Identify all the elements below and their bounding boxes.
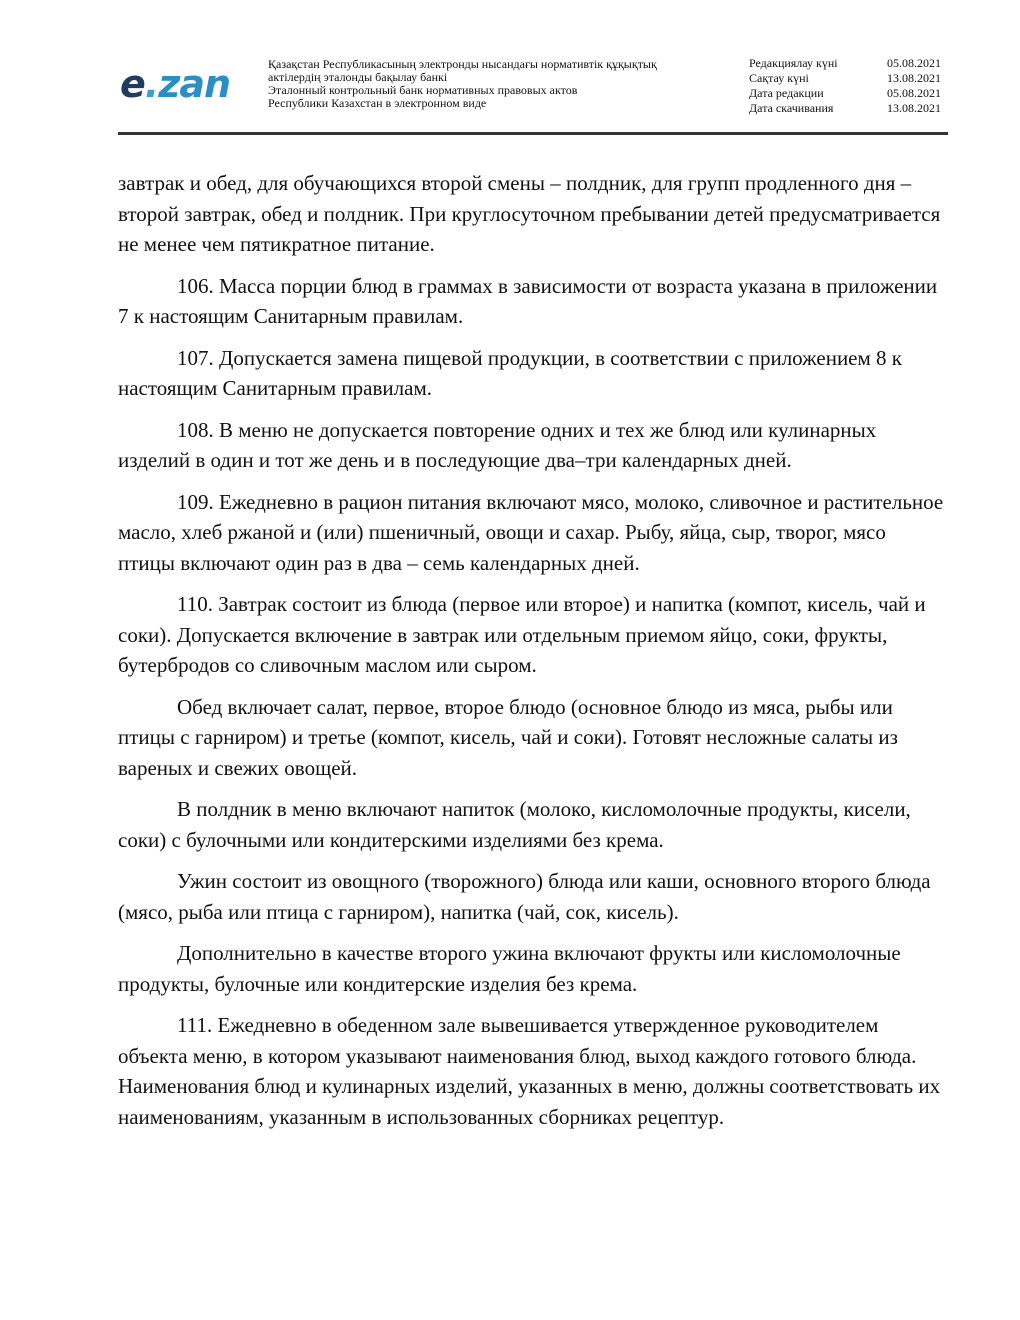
paragraph-snack: В полдник в меню включают напиток (молоко, кисломолочные продукты, кисели, соки) с булочными или кондитерскими изделиями без крема. <box>118 797 911 852</box>
paragraph-107: 107. Допускается замена пищевой продукции, в соответствии с приложением 8 к настоящим Санитарным правилам. <box>118 345 902 400</box>
paragraph-second-dinner: Дополнительно в качестве второго ужина включают фрукты или кисломолочные продукты, булочные или кондитерские изделия без крема. <box>118 941 901 996</box>
date-value: 05.08.2021 <box>887 86 941 100</box>
date-row-download-ru <box>749 101 941 116</box>
date-value: 13.08.2021 <box>887 71 941 85</box>
date-info-table <box>749 56 941 116</box>
paragraph-111: 111. Ежедневно в обеденном зале вывешивается утвержденное руководителем объекта меню, в котором указывают наименования блюд, выход каждого готового блюда. Наименования блюд и кулинарных изделий, указанных в меню, должны соответствовать их наименованиям, указанным в использованных сборниках рецептур. <box>118 1013 941 1129</box>
organization-name <box>268 58 657 110</box>
org-line-kz-1: Қазақстан Республикасының электронды нысандағы нормативтік құқықтық <box>268 57 657 71</box>
logo-part-e: e <box>120 62 145 106</box>
paragraph-110: 110. Завтрак состоит из блюда (первое или второе) и напитка (компот, кисель, чай и соки). Допускается включение в завтрак или отдельным приемом яйцо, соки, фрукты, бутербродов со сливочным маслом или сыром. <box>118 592 926 677</box>
date-label: Сақтау күні <box>749 71 809 85</box>
date-value: 05.08.2021 <box>887 56 941 70</box>
date-label: Редакциялау күні <box>749 56 838 70</box>
paragraph-dinner: Ужин состоит из овощного (творожного) блюда или каши, основного второго блюда (мясо, рыба или птица с гарниром), напитка (чай, сок, кисель). <box>118 869 931 924</box>
date-row-save-kz <box>749 71 941 86</box>
org-line-ru-2: Республики Казахстан в электронном виде <box>268 96 487 110</box>
document-body <box>118 168 948 1143</box>
date-value: 13.08.2021 <box>887 101 941 115</box>
logo-dot: . <box>144 62 159 106</box>
document-header <box>118 54 950 136</box>
ezan-logo <box>120 64 230 104</box>
org-line-kz-2: актілердің эталонды бақылау банкі <box>268 70 448 84</box>
paragraph-109: 109. Ежедневно в рацион питания включают мясо, молоко, сливочное и растительное масло, хлеб ржаной и (или) пшеничный, овощи и сахар. Рыбу, яйца, сыр, творог, мясо птицы включают один раз в два – семь календарных дней. <box>118 489 944 575</box>
date-label: Дата редакции <box>749 86 824 100</box>
header-divider <box>118 132 948 135</box>
paragraph-106: 106. Масса порции блюд в граммах в зависимости от возраста указана в приложении 7 к настоящим Санитарным правилам. <box>118 273 938 328</box>
org-line-ru-1: Эталонный контрольный банк нормативных правовых актов <box>268 83 578 97</box>
paragraph-continued: завтрак и обед, для обучающихся второй смены – полдник, для групп продленного дня – второй завтрак, обед и полдник. При круглосуточном пребывании детей предусматривается не менее чем пятикратное питание. <box>118 171 941 256</box>
paragraph-108: 108. В меню не допускается повторение одних и тех же блюд или кулинарных изделий в один и тот же день и в последующие два–три календарных дней. <box>118 417 877 472</box>
date-label: Дата скачивания <box>749 101 834 115</box>
date-row-edit-ru <box>749 86 941 101</box>
paragraph-lunch: Обед включает салат, первое, второе блюдо (основное блюдо из мяса, рыбы или птицы с гарниром) и третье (компот, кисель, чай и соки). Готовят несложные салаты из вареных и свежих овощей. <box>118 694 898 780</box>
date-row-edit-kz <box>749 56 941 71</box>
logo-part-zan: zan <box>158 62 231 106</box>
